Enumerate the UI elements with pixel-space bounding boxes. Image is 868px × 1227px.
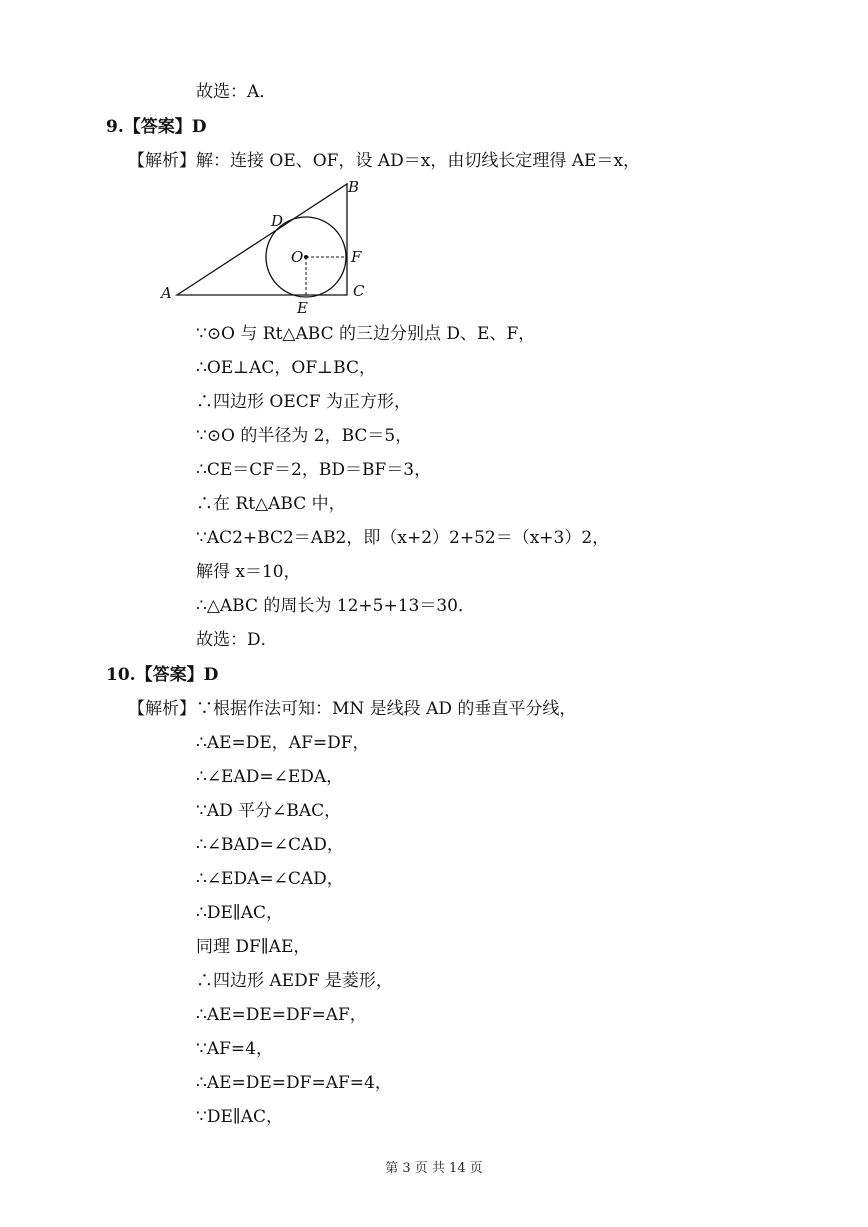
solution-line: 【解析】解：连接 OE、OF，设 AD＝x，由切线长定理得 AE＝x，: [128, 151, 641, 171]
answer-heading: 9.【答案】D: [106, 117, 207, 137]
label-f: F: [351, 248, 362, 266]
solution-line: ∵⊙O 的半径为 2，BC＝5，: [196, 426, 413, 446]
center-dot: [304, 255, 308, 259]
solution-line: ∵AC2+BC2＝AB2，即（x+2）2+52＝（x+3）2，: [196, 528, 610, 548]
answer-heading: 10.【答案】D: [106, 665, 219, 685]
page-footer: 第 3 页 共 14 页: [385, 1161, 483, 1176]
solution-line: ∴OE⊥AC，OF⊥BC，: [196, 358, 376, 378]
solution-line: ∴△ABC 的周长为 12+5+13＝30．: [196, 596, 475, 616]
label-o: O: [291, 248, 304, 266]
solution-line: ∴在 Rt△ABC 中，: [196, 494, 346, 514]
solution-line: ∴∠BAD=∠CAD，: [196, 835, 344, 855]
solution-line: 故选：A．: [196, 82, 277, 102]
solution-line: ∵AF=4，: [196, 1039, 273, 1059]
solution-line: 同理 DF∥AE，: [196, 937, 311, 957]
label-b: B: [348, 178, 360, 196]
solution-line: ∵DE∥AC，: [196, 1107, 283, 1127]
label-e: E: [297, 299, 308, 317]
geometry-figure: [160, 176, 375, 318]
solution-line: 【解析】∵根据作法可知：MN 是线段 AD 的垂直平分线，: [128, 699, 577, 719]
solution-line: 故选：D．: [196, 630, 278, 650]
solution-line: ∴AE=DE，AF=DF，: [196, 733, 370, 753]
solution-line: ∴四边形 AEDF 是菱形，: [196, 971, 393, 991]
solution-line: ∵AD 平分∠BAC，: [196, 801, 342, 821]
solution-line: ∴AE=DE=DF=AF=4，: [196, 1073, 392, 1093]
solution-line: ∴∠EAD=∠EDA，: [196, 767, 344, 787]
label-c: C: [353, 282, 365, 300]
triangle-abc: [177, 184, 347, 295]
solution-line: ∵⊙O 与 Rt△ABC 的三边分别点 D、E、F，: [196, 324, 536, 344]
solution-line: ∴DE∥AC，: [196, 903, 283, 923]
solution-line: ∴四边形 OECF 为正方形，: [196, 392, 411, 412]
solution-line: ∴∠EDA=∠CAD，: [196, 869, 344, 889]
solution-line: 解得 x＝10，: [196, 562, 301, 582]
label-a: A: [161, 284, 172, 302]
label-d: D: [271, 212, 284, 230]
solution-line: ∴AE=DE=DF=AF，: [196, 1005, 367, 1025]
solution-line: ∴CE＝CF＝2，BD＝BF＝3，: [196, 460, 432, 480]
